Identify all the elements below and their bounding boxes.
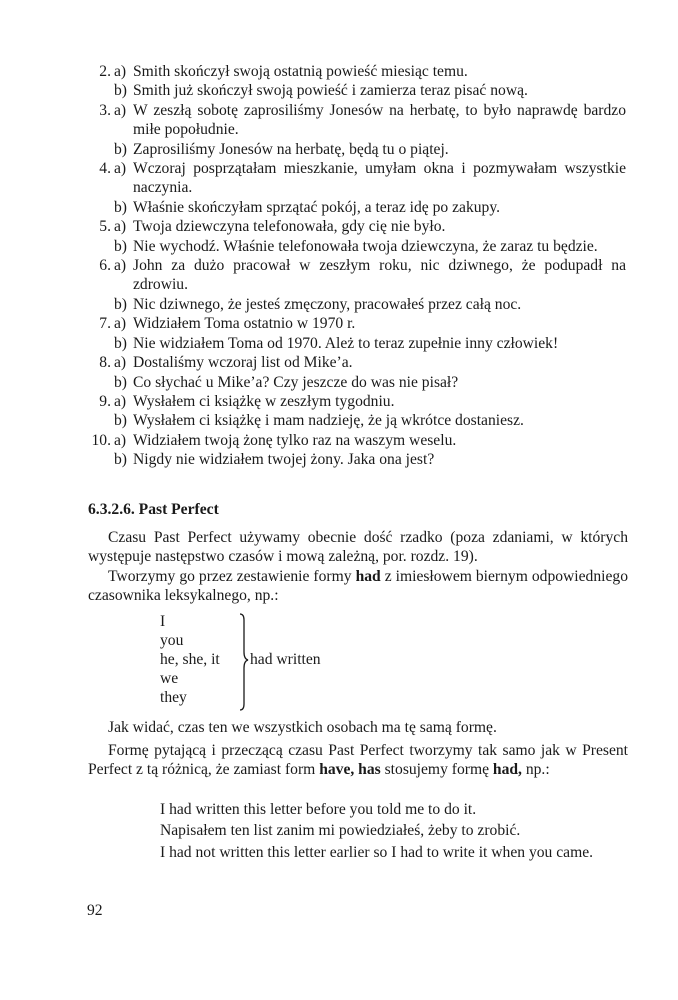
exercise-label: b) [114,82,127,100]
exercise-label: a) [114,315,127,333]
exercise-item [0,237,678,256]
exercise-text: Wysłałem ci książkę w zeszłym tygodniu. [133,392,395,410]
exercise-label: a) [114,354,127,372]
exercise-label: a) [114,160,127,178]
example-sentences [160,800,630,864]
exercise-label: b) [114,140,127,158]
exercise-item [0,411,678,430]
example-sentence: I had written this letter before you told me to do it. [160,801,477,818]
exercise-label: a) [114,218,127,236]
paragraph-question-negative: Formę pytającą i przeczącą czasu Past Perfect tworzymy tak samo jak w Present Perfect z tą różnicą, że zamiast form have, has stosujemy formę had, np.: [88,742,628,779]
exercise-label: b) [114,451,127,469]
exercise-label: b) [114,373,127,391]
exercise-item [0,217,678,236]
example-sentence: I had not written this letter earlier so I had to write it when you came. [160,843,594,861]
page-number: 92 [87,902,103,919]
exercise-item [0,314,678,333]
conjugation-table [160,612,360,712]
exercise-text: John za dużo pracował w zeszłym roku, nic dziwnego, że podupadł na zdrowiu. [133,257,626,294]
exercise-item [0,101,678,140]
pronoun: I [160,613,166,630]
pronoun: he, she, it [160,651,220,668]
exercise-text: Nie widziałem Toma od 1970. Ależ to teraz zupełnie inny człowiek! [133,334,559,352]
exercise-text: Dostaliśmy wczoraj list od Mike’a. [133,354,353,372]
exercise-text: Nic dziwnego, że jesteś zmęczony, pracowałeś przez całą noc. [133,295,522,313]
exercise-text: Smith skończył swoją ostatnią powieść miesiąc temu. [133,63,468,80]
exercise-text: W zeszłą sobotę zaprosiliśmy Jonesów na herbatę, to było naprawdę bardzo miłe popołudnie. [133,101,626,139]
exercise-label: b) [114,334,127,352]
exercise-text: Właśnie skończyłam sprzątać pokój, a teraz idę po zakupy. [133,198,501,216]
exercise-text: Zaprosiliśmy Jonesów na herbatę, będą tu o piątej. [133,140,449,158]
exercise-label: b) [114,295,127,313]
exercise-label: a) [114,63,127,80]
exercise-text: Widziałem Toma ostatnio w 1970 r. [133,315,356,333]
paragraph-same-form: Jak widać, czas ten we wszystkich osobach ma tę samą formę. [108,719,497,736]
exercise-text: Twoja dziewczyna telefonowała, gdy cię nie było. [133,218,446,236]
keyword-had: had, [492,761,522,779]
exercise-item [0,198,678,217]
exercise-list [0,62,678,470]
paragraph-formation: Tworzymy go przez zestawienie formy had z imiesłowem biernym odpowiedniego czasownika leksykalnego, np.: [88,568,628,605]
exercise-item [0,450,678,469]
exercise-number: 3. [99,101,111,119]
curly-brace-icon [238,612,250,712]
exercise-text: Nie wychodź. Właśnie telefonowała twoja dziewczyna, że zaraz tu będzie. [133,237,598,255]
section-heading: 6.3.2.6. Past Perfect [88,501,219,518]
exercise-number: 8. [99,354,111,372]
exercise-label: a) [114,101,127,119]
example-sentence: Napisałem ten list zanim mi powiedziałeś, żeby to zrobić. [160,822,521,840]
exercise-label: b) [114,198,127,216]
exercise-text: Nigdy nie widziałem twojej żony. Jaka ona jest? [133,451,435,469]
exercise-item [0,140,678,159]
exercise-text: Smith już skończył swoją powieść i zamierza teraz pisać nową. [133,82,528,100]
exercise-label: b) [114,412,127,430]
exercise-text: Wczoraj posprzątałam mieszkanie, umyłam okna i pozmywałam wszystkie naczynia. [133,160,626,197]
verb-form: had written [250,651,321,668]
keyword-have-has: have, has [319,761,381,779]
exercise-item [0,295,678,314]
paragraph-intro-text: Czasu Past Perfect używamy obecnie dość rzadko (poza zdaniami, w których występuje następstwo czasów i mową zależną, por. rozdz. 19). [88,529,628,566]
exercise-item [0,373,678,392]
exercise-number: 6. [99,257,111,275]
exercise-text: Wysłałem ci książkę i mam nadzieję, że ją wkrótce dostaniesz. [133,412,524,430]
exercise-number: 7. [99,315,111,333]
exercise-text: Co słychać u Mike’a? Czy jeszcze do was nie pisał? [133,373,459,391]
paragraph-intro [88,528,628,567]
keyword-had: had [355,568,381,585]
exercise-item [0,353,678,372]
exercise-number: 5. [99,218,111,236]
exercise-item [0,62,678,81]
exercise-number: 10. [91,431,111,449]
exercise-number: 4. [99,160,111,178]
pronoun: they [160,689,187,706]
exercise-text: Widziałem twoją żonę tylko raz na waszym weselu. [133,431,457,449]
exercise-item [0,431,678,450]
exercise-label: a) [114,392,127,410]
exercise-number: 9. [99,392,111,410]
exercise-label: a) [114,431,127,449]
exercise-item [0,159,678,198]
exercise-item [0,81,678,100]
exercise-label: a) [114,257,127,275]
pronoun: you [160,632,184,649]
exercise-item [0,392,678,411]
exercise-item [0,334,678,353]
exercise-item [0,256,678,295]
exercise-label: b) [114,237,127,255]
exercise-number: 2. [99,63,111,80]
pronoun: we [160,670,179,687]
